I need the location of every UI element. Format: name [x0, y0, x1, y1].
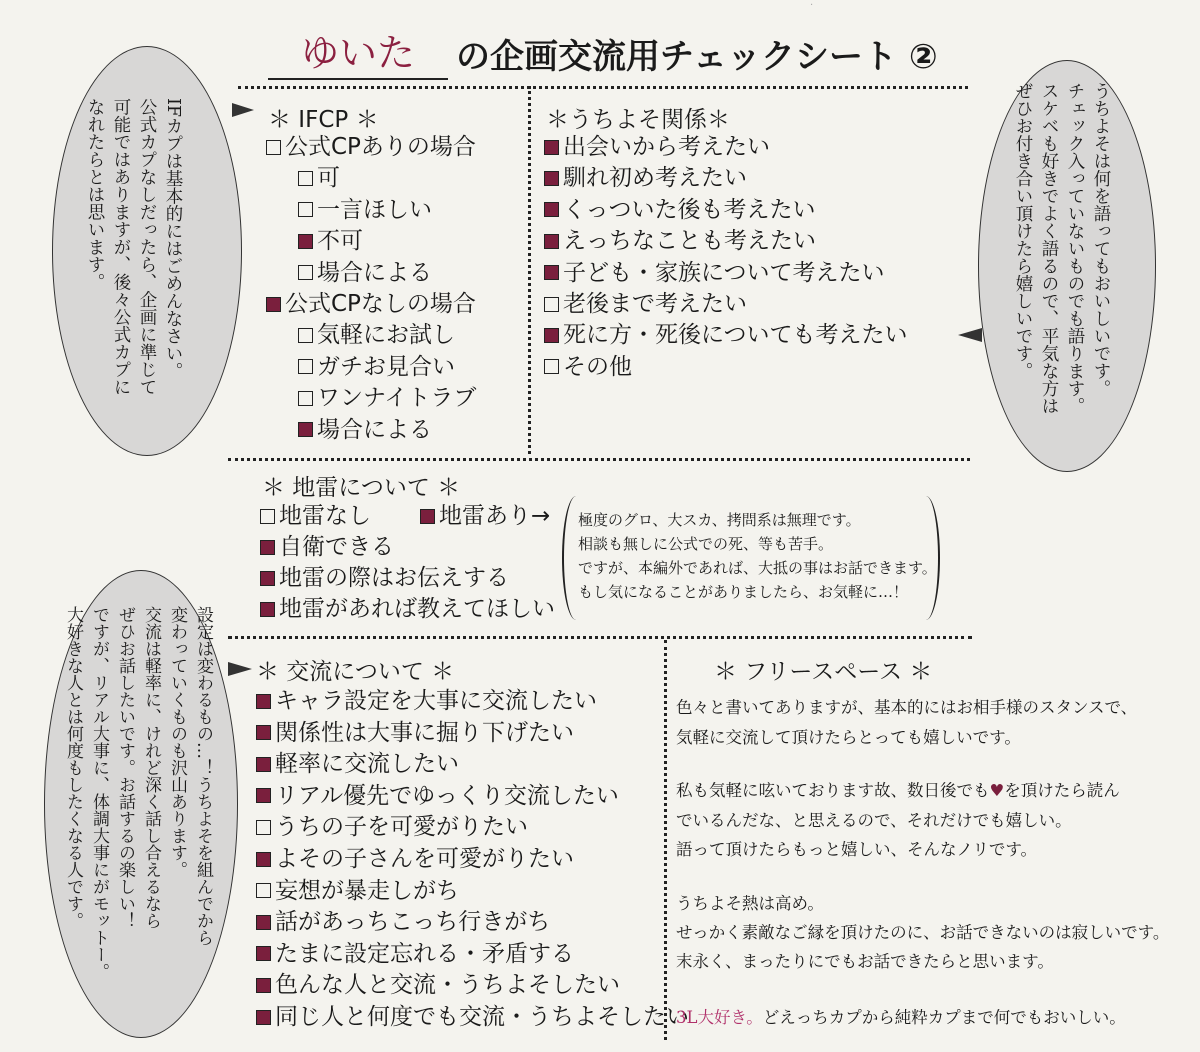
- uchiyoso-item-label: 馴れ初め考えたい: [563, 165, 747, 192]
- checkbox-icon[interactable]: [544, 359, 559, 374]
- divider-vertical-lower: [664, 640, 667, 1040]
- bubble-tail-left-bottom: [228, 662, 252, 676]
- free-line-5: 語って頂けたらもっと嬉しい、そんなノリです。: [676, 840, 1038, 859]
- checkbox-icon[interactable]: [298, 391, 313, 406]
- checkbox-checked-icon[interactable]: [256, 978, 271, 993]
- divider-vertical-upper: [528, 86, 531, 454]
- kouryu-item: [256, 750, 459, 778]
- ifcp-item-label: ワンナイトラブ: [317, 385, 477, 412]
- ifcp-item-label: 不可: [317, 228, 363, 255]
- checkbox-checked-icon[interactable]: [544, 202, 559, 217]
- kouryu-item-label: よその子さんを可愛がりたい: [275, 846, 574, 872]
- ifcp-item: [266, 290, 476, 318]
- checkbox-checked-icon[interactable]: [260, 602, 275, 617]
- bubble-tail-right-top: [958, 328, 982, 342]
- uchiyoso-item-label: 出会いから考えたい: [563, 134, 770, 160]
- bubble-text-left-top: IFカプは基本的にはごめんなさい。 公式カプなしだったら、企画に準じて 可能ではありますが、後々公式カプに なれたらとは思います。: [85, 98, 183, 396]
- free-line-1: 色々と書いてありますが、基本的にはお相手様のスタンスで、: [676, 698, 1138, 717]
- jirai-item: [260, 595, 555, 623]
- uchiyoso-item: [544, 290, 747, 318]
- heart-icon: ♥: [989, 781, 1005, 800]
- uchiyoso-title: ＊うちよそ関係＊: [546, 107, 730, 133]
- checkbox-icon[interactable]: [298, 328, 313, 343]
- kouryu-item: [256, 719, 574, 747]
- divider-lower: [228, 636, 972, 639]
- jirai-title: ＊ 地雷について ＊: [262, 475, 461, 501]
- kouryu-item-label: たまに設定忘れる・矛盾する: [275, 940, 574, 967]
- uchiyoso-item: [544, 353, 632, 381]
- ifcp-item: [298, 227, 363, 255]
- jirai-item-label: 地雷の際はお伝えする: [279, 565, 509, 591]
- checkbox-checked-icon[interactable]: [260, 571, 275, 586]
- checkbox-icon[interactable]: [256, 820, 271, 835]
- uchiyoso-item: [544, 259, 885, 287]
- kouryu-item-label: うちの子を可愛がりたい: [275, 814, 528, 841]
- kouryu-item-label: 妄想が暴走しがち: [275, 877, 459, 904]
- kouryu-item: [256, 813, 528, 841]
- uchiyoso-item-label: その他: [563, 353, 632, 380]
- checkbox-checked-icon[interactable]: [544, 234, 559, 249]
- divider-mid: [228, 458, 970, 461]
- kouryu-item: [256, 845, 574, 873]
- kouryu-item: [256, 687, 597, 715]
- kouryu-item: [256, 782, 619, 810]
- jirai-item-label: 自衛できる: [279, 534, 394, 560]
- checkbox-icon[interactable]: [266, 140, 281, 155]
- kouryu-item-label: 軽率に交流したい: [275, 751, 459, 778]
- bubble-text-left-bottom: 設定は変わるもの…！うちよそを組んでから 変わっていくものも沢山あります。 交流は軽率に、けれど深く話し合えるなら ぜひお話したいです。お話するの楽しい！ ですが、リアル大事に、体調大事にがモットー。 大好きな人とは何度もしたくなる人です。: [63, 606, 213, 980]
- uchiyoso-item: [544, 196, 816, 224]
- jirai-note: 極度のグロ、大スカ、拷問系は無理です。 相談も無しに公式での死、等も苦手。 ですが、本編外であれば、大抵の事はお話できます。 もし気になることがありましたら、お気軽に…！: [578, 511, 937, 601]
- checkbox-checked-icon[interactable]: [256, 757, 271, 772]
- ifcp-item-label: 気軽にお試し: [317, 322, 455, 349]
- kouryu-title: ＊ 交流について ＊: [256, 659, 455, 685]
- checkbox-checked-icon[interactable]: [256, 852, 271, 867]
- ifcp-item-label: 可: [317, 165, 340, 192]
- checkbox-icon[interactable]: [298, 359, 313, 374]
- uchiyoso-item: [544, 133, 770, 161]
- ifcp-item: [298, 259, 432, 287]
- kouryu-item-label: リアル優先でゆっくり交流したい: [275, 782, 619, 809]
- ifcp-item: [298, 353, 455, 381]
- kouryu-item: [256, 971, 620, 999]
- jirai-item-label: 地雷があれば教えてほしい: [279, 596, 555, 622]
- checkbox-checked-icon[interactable]: [298, 234, 313, 249]
- checkbox-checked-icon[interactable]: [544, 171, 559, 186]
- jirai-item: [260, 533, 394, 561]
- checkbox-checked-icon[interactable]: [544, 140, 559, 155]
- free-line-8: 末永く、まったりにでもお話できたらと思います。: [676, 952, 1054, 971]
- jirai-item: [260, 502, 371, 530]
- uchiyoso-item: [544, 321, 908, 349]
- checkbox-checked-icon[interactable]: [544, 328, 559, 343]
- uchiyoso-item-label: 子ども・家族について考えたい: [563, 259, 885, 286]
- free-line-7: せっかく素敵なご縁を頂けたのに、お話できないのは寂しいです。: [676, 923, 1170, 942]
- uchiyoso-item-label: 死に方・死後についても考えたい: [563, 322, 908, 349]
- free-line-4: でいるんだな、と思えるので、それだけでも嬉しい。: [676, 811, 1072, 830]
- title-text: の企画交流用チェックシート ②: [456, 37, 938, 77]
- kouryu-item-label: 話があっちこっち行きがち: [275, 909, 551, 936]
- decor-dot: ·: [810, 0, 814, 11]
- checkbox-checked-icon[interactable]: [256, 1010, 271, 1025]
- kouryu-item: [256, 1003, 689, 1031]
- free-line-3: 私も気軽に呟いております故、数日後でも♥を頂けたら読ん: [676, 781, 1120, 800]
- checkbox-checked-icon[interactable]: [256, 915, 271, 930]
- divider-top: [238, 86, 968, 89]
- bubble-text-right-top: うちよそは何を語ってもおいしいです。 チェック入っていないものでも語ります。 スケベも好きでよく語るので、平気な方は ぜひお付き合い頂けたら嬉しいです。: [1013, 82, 1111, 415]
- checkbox-checked-icon[interactable]: [544, 265, 559, 280]
- kouryu-item-label: 同じ人と何度でも交流・うちよそしたい: [275, 1004, 689, 1030]
- checkbox-icon[interactable]: [298, 265, 313, 280]
- kouryu-item-label: 色んな人と交流・うちよそしたい: [275, 972, 620, 999]
- ifcp-title: ＊ IFCP ＊: [268, 107, 379, 133]
- free-title: ＊ フリースペース ＊: [714, 659, 933, 685]
- ifcp-item-label: 場合による: [317, 259, 432, 286]
- free-line-6: うちよそ熱は高め。: [676, 894, 824, 913]
- checkbox-icon[interactable]: [298, 171, 313, 186]
- ifcp-item-label: 公式CPなしの場合: [285, 291, 476, 317]
- jirai-item-label: 地雷なし: [279, 503, 371, 529]
- uchiyoso-item: [544, 227, 816, 255]
- jirai-item-label: 地雷あり→: [439, 503, 551, 529]
- uchiyoso-item-label: くっついた後も考えたい: [563, 196, 816, 223]
- ifcp-item: [298, 416, 432, 444]
- kouryu-item: [256, 908, 550, 936]
- author-name: ゆいた: [300, 31, 415, 75]
- checkbox-checked-icon[interactable]: [266, 297, 281, 312]
- checkbox-checked-icon[interactable]: [256, 694, 271, 709]
- bubble-tail-left-top: [232, 103, 254, 117]
- checkbox-checked-icon[interactable]: [260, 540, 275, 555]
- checkbox-checked-icon[interactable]: [298, 422, 313, 437]
- kouryu-item: [256, 877, 459, 905]
- ifcp-item: [298, 196, 432, 224]
- ifcp-item: [298, 321, 455, 349]
- checkbox-checked-icon[interactable]: [256, 725, 271, 740]
- checkbox-icon[interactable]: [544, 297, 559, 312]
- sheet-title: [268, 24, 938, 80]
- checkbox-checked-icon[interactable]: [420, 509, 435, 524]
- uchiyoso-item-label: 老後まで考えたい: [563, 291, 747, 317]
- jirai-item: [260, 564, 509, 592]
- ifcp-item-label: ガチお見合い: [317, 353, 455, 380]
- kouryu-item-label: 関係性は大事に掘り下げたい: [275, 719, 574, 746]
- ifcp-item-label: 公式CPありの場合: [285, 134, 476, 160]
- uchiyoso-item: [544, 164, 747, 192]
- ifcp-item: [298, 384, 476, 412]
- free-line-9: 3L大好き。どえっちカプから純粋カプまで何でもおいしい。: [676, 1008, 1126, 1027]
- uchiyoso-item-label: えっちなことも考えたい: [563, 228, 816, 255]
- checkbox-icon[interactable]: [260, 509, 275, 524]
- checkbox-icon[interactable]: [298, 202, 313, 217]
- checkbox-checked-icon[interactable]: [256, 946, 271, 961]
- checkbox-icon[interactable]: [256, 883, 271, 898]
- ifcp-item: [266, 133, 476, 161]
- kouryu-item-label: キャラ設定を大事に交流したい: [275, 688, 597, 714]
- ifcp-item-label: 場合による: [317, 416, 432, 443]
- free-line-2: 気軽に交流して頂けたらとっても嬉しいです。: [676, 728, 1021, 747]
- ifcp-item: [298, 164, 340, 192]
- checkbox-checked-icon[interactable]: [256, 788, 271, 803]
- jirai-item: [420, 502, 550, 530]
- name-blank: [268, 28, 448, 80]
- 3l-highlight: 3L大好き。: [676, 1008, 763, 1027]
- ifcp-item-label: 一言ほしい: [317, 196, 432, 223]
- kouryu-item: [256, 940, 574, 968]
